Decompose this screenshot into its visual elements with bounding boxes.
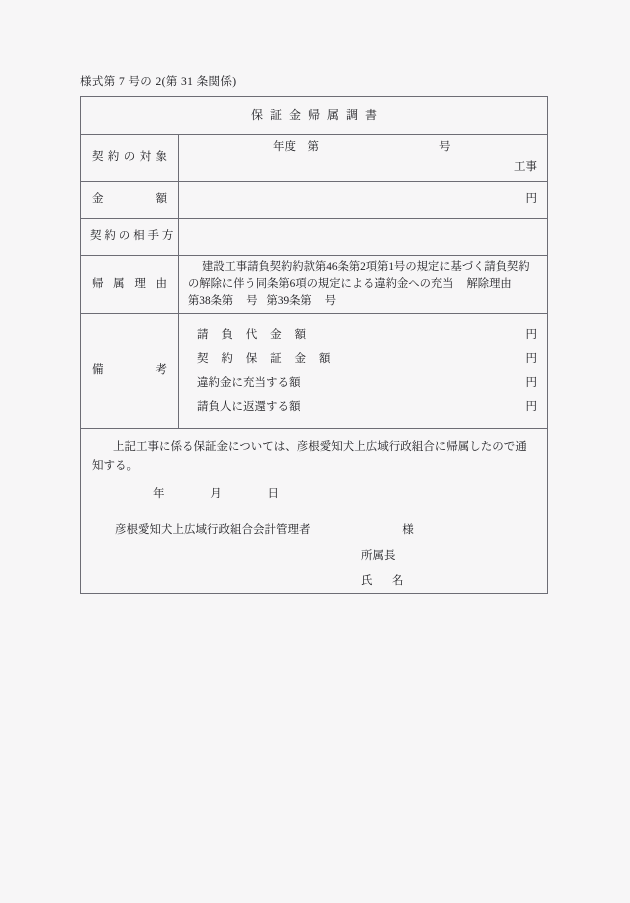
remark-label-penalty-allocation: 違約金に充当する額	[197, 376, 301, 389]
table-row-reason	[81, 256, 548, 314]
list-item[interactable]	[197, 323, 537, 347]
reason-article-39: 第39条第	[266, 294, 312, 307]
work-suffix: 工事	[514, 161, 537, 173]
date-month-label: 月	[210, 487, 222, 500]
document-title-cell	[81, 97, 548, 135]
table-row-notice	[81, 428, 548, 593]
form-number: 様式第 7 号の 2(第 31 条関係)	[80, 76, 237, 88]
reason-line-2b: 解除理由	[466, 277, 512, 290]
table-row-amount	[81, 182, 548, 219]
reason-label-cell	[81, 256, 179, 314]
reason-article-39-suffix: 号	[324, 294, 337, 307]
addressee-honorific: 様	[402, 523, 414, 536]
reason-line-1: 建設工事請負契約約款第46条第2項第1号の規定に基づく請負契約	[202, 261, 530, 273]
table-row-contract-object	[81, 135, 548, 182]
date-line[interactable]	[153, 486, 279, 504]
amount-label: 金 額	[92, 193, 167, 206]
remarks-label-cell	[81, 313, 179, 428]
reason-article-38: 第38条第	[188, 294, 234, 307]
remark-unit-guarantee-deposit: 円	[525, 352, 537, 365]
contract-object-value-cell[interactable]	[179, 135, 548, 182]
remark-label-refund: 請負人に返還する額	[197, 400, 301, 413]
list-item[interactable]	[197, 371, 537, 395]
remarks-list	[179, 314, 547, 428]
remark-label-contract-price: 請 負 代 金 額	[197, 328, 311, 341]
list-item[interactable]	[197, 347, 537, 371]
amount-label-cell	[81, 182, 179, 219]
signature-department-label: 所属長	[361, 549, 396, 562]
page-title: 保証金帰属調書	[250, 107, 384, 122]
remark-unit-refund: 円	[525, 400, 537, 413]
number-suffix: 号	[439, 141, 451, 153]
contract-object-number-line	[273, 139, 451, 157]
signature-name-label: 氏 名	[361, 574, 408, 587]
remark-unit-penalty-allocation: 円	[525, 376, 537, 389]
table-row-title	[81, 97, 548, 135]
addressee-name: 彦根愛知犬上広域行政組合会計管理者	[115, 523, 311, 536]
amount-field[interactable]	[179, 191, 547, 209]
notice-block	[81, 429, 547, 593]
fiscal-year-prefix: 年度 第	[273, 141, 319, 153]
remarks-value-cell	[179, 313, 548, 428]
amount-unit: 円	[525, 193, 537, 206]
contract-object-label-cell	[81, 135, 179, 182]
shoho-kizoku-chosho-table	[80, 96, 548, 594]
contract-object-label: 契 約 の 対 象	[92, 151, 167, 164]
remarks-label: 備 考	[92, 363, 167, 376]
date-day-label: 日	[267, 487, 279, 500]
remark-label-guarantee-deposit: 契 約 保 証 金 額	[197, 352, 336, 365]
contract-object-field[interactable]	[179, 135, 547, 181]
reason-line-2a: の解除に伴う同条第6項の規定による違約金への充当	[188, 277, 454, 290]
counterparty-label-cell	[81, 219, 179, 256]
notice-cell	[81, 428, 548, 593]
notice-body: 上記工事に係る保証金については、彦根愛知犬上広域行政組合に帰属したので通知する。	[92, 440, 527, 472]
amount-value-cell[interactable]	[179, 182, 548, 219]
reason-text-block	[179, 256, 547, 313]
reason-line-3	[188, 293, 541, 310]
list-item[interactable]	[197, 395, 537, 419]
reason-line-2	[188, 276, 541, 293]
remark-unit-contract-price: 円	[525, 328, 537, 341]
table-row-counterparty	[81, 219, 548, 256]
counterparty-value-cell[interactable]	[179, 219, 548, 256]
date-year-label: 年	[153, 487, 165, 500]
reason-article-38-suffix: 号	[246, 294, 258, 307]
table-row-remarks	[81, 313, 548, 428]
addressee-line	[115, 522, 414, 540]
reason-label: 帰 属 理 由	[92, 277, 167, 290]
counterparty-label: 契 約 の 相 手 方	[90, 230, 174, 243]
reason-value-cell	[179, 256, 548, 314]
